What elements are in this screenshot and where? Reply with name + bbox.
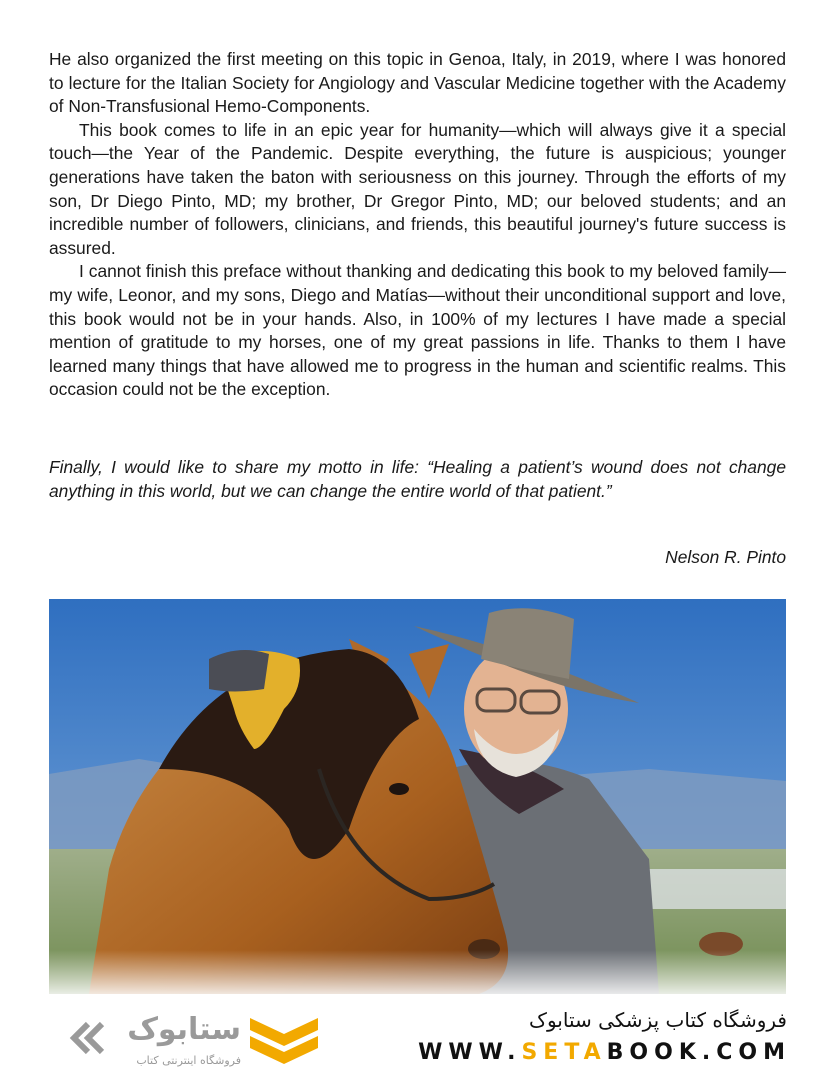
photo-illustration: [49, 599, 786, 994]
preface-text: [49, 48, 786, 402]
url-highlight: SETA: [521, 1040, 607, 1065]
store-name: فروشگاه کتاب پزشکی ستابوک: [529, 1008, 787, 1032]
horse-eye: [389, 783, 409, 795]
url-prefix: WWW.: [418, 1040, 522, 1065]
sleeve: [209, 650, 269, 692]
logo-text: ستابوک: [127, 1012, 241, 1047]
paragraph-1: He also organized the first meeting on this topic in Genoa, Italy, in 2019, where I was honored to lecture for the Italian Society for Angiology and Vascular Medicine together with the Academy of Non-Transfusional Hemo-Components.: [49, 49, 786, 117]
author-signature: Nelson R. Pinto: [665, 547, 786, 567]
paragraph-2: This book comes to life in an epic year for humanity—which will always give it a special touch—the Year of the Pandemic. Despite everything, the future is auspicious; younger generations have taken the baton with seriousness on this journey. Through the efforts of my son, Dr Diego Pinto, MD; my brother, Dr Gregor Pinto, MD; our beloved students; and an incredible number of followers, clinicians, and friends, this beautiful journey's future success is assured.: [49, 119, 786, 258]
store-url[interactable]: [418, 1040, 791, 1065]
logo-subtitle: فروشگاه اینترنتی کتاب: [136, 1054, 241, 1067]
url-suffix: .COM: [701, 1040, 791, 1065]
fence: [639, 869, 786, 909]
paragraph-3: I cannot finish this preface without thanking and dedicating this book to my beloved family—my wife, Leonor, and my sons, Diego and Matías—without their unconditional support and love, this book would not be in your hands. Also, in 100% of my lectures I have made a special mention of gratitude to my horses, one of my great passions in life. Thanks to them I have learned many things that have allowed me to progress in the human and scientific realms. This occasion could not be the exception.: [49, 261, 786, 400]
distant-cow: [699, 932, 743, 956]
author-with-horse-photo: [49, 599, 786, 994]
horse-nostril: [468, 939, 500, 959]
motto-quote: Finally, I would like to share my motto in life: “Healing a patient’s wound does not change anything in this world, but we can change the entire world of that patient.”: [49, 457, 786, 501]
setabook-logo[interactable]: [66, 1010, 328, 1072]
chevron-logo-icon: [246, 1014, 322, 1066]
url-book: BOOK: [606, 1040, 702, 1065]
store-footer: [0, 994, 835, 1080]
